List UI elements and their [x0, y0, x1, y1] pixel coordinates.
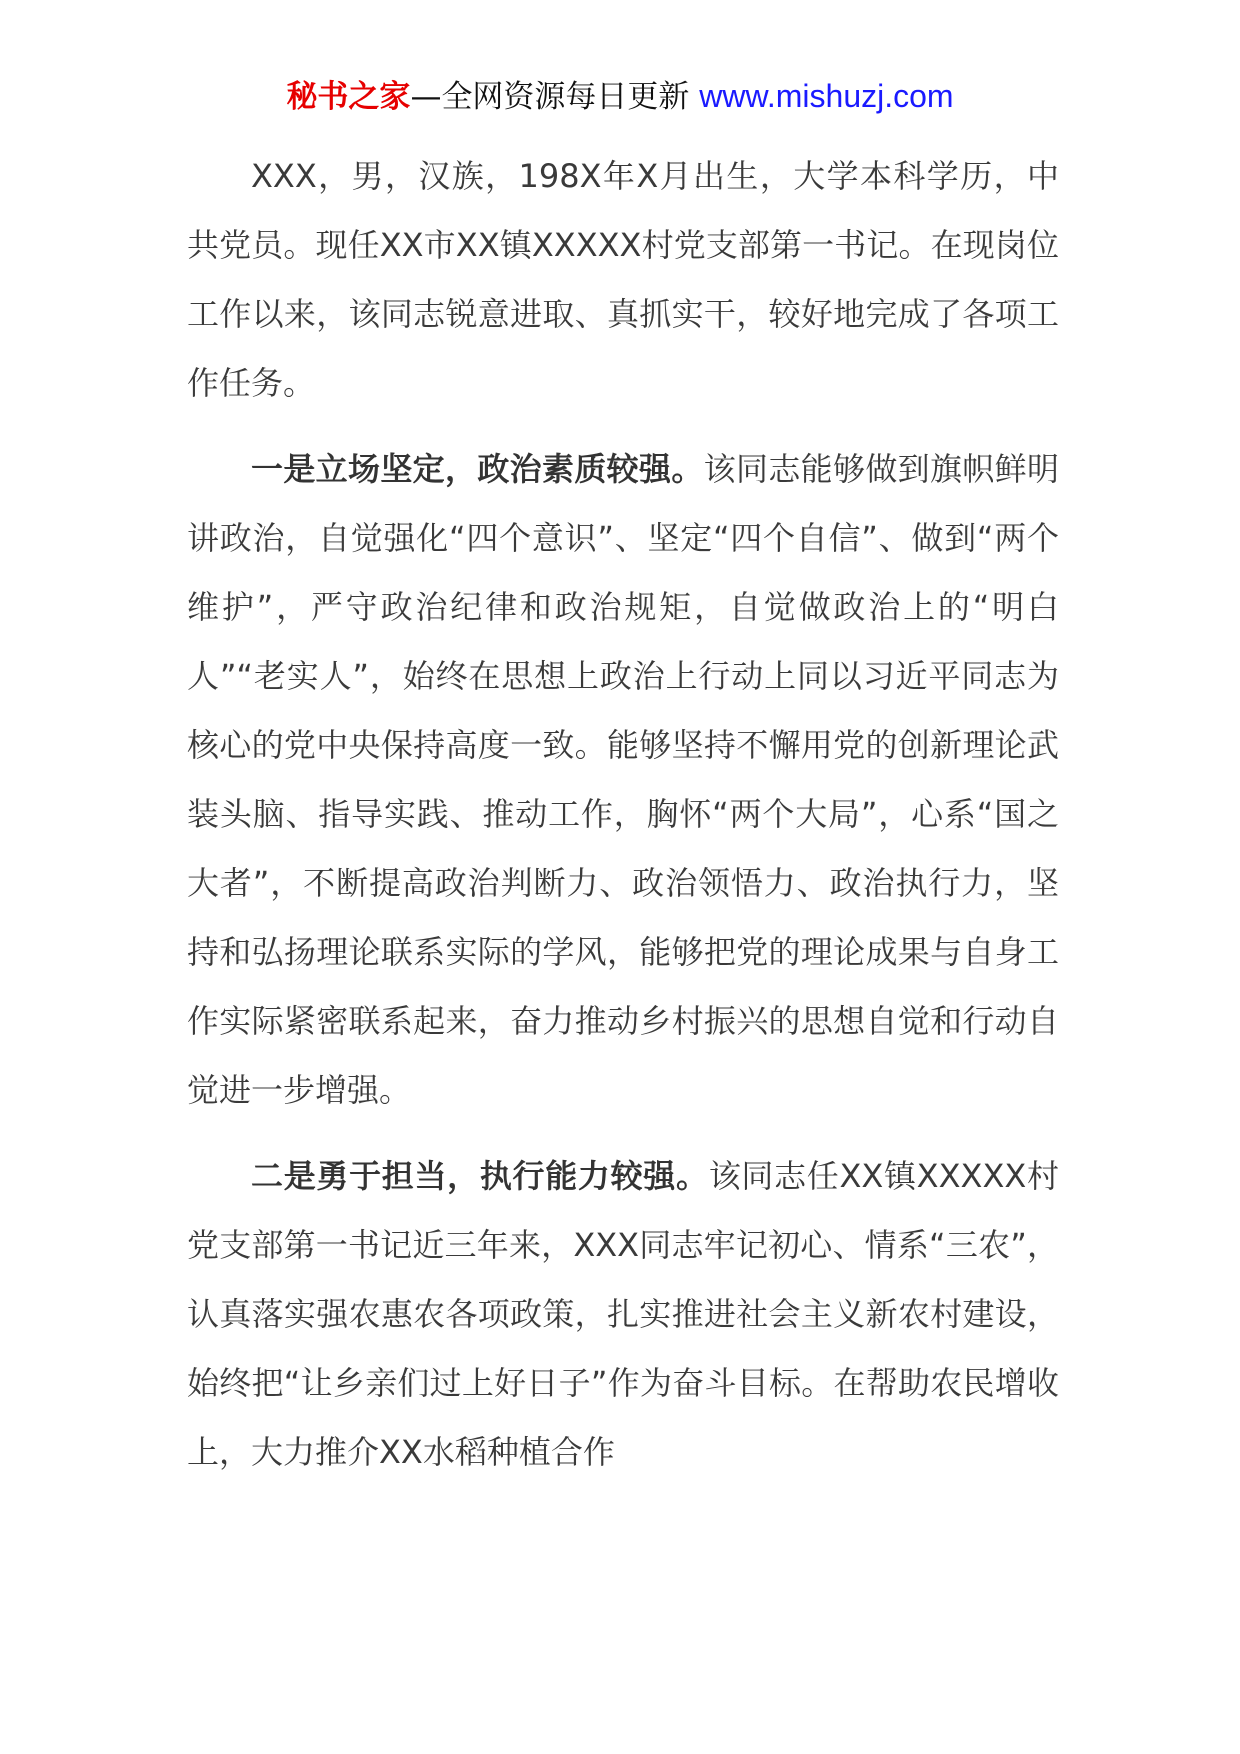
site-header [0, 74, 1240, 119]
site-slogan: —全网资源每日更新 [410, 79, 690, 115]
paragraph-text: 该同志能够做到旗帜鲜明讲政治，自觉强化“四个意识”、坚定“四个自信”、做到“两个维护”，严守政治纪律和政治规矩，自觉做政治上的“明白人”“老实人”，始终在思想上政治上行动上同以习近平同志为核心的党中央保持高度一致。能够坚持不懈用党的创新理论武装头脑、指导实践、推动工作，胸怀“两个大局”，心系“国之大者”，不断提高政治判断力、政治领悟力、政治执行力，坚持和弘扬理论联系实际的学风，能够把党的理论成果与自身工作实际紧密联系起来，奋力推动乡村振兴的思想自觉和行动自觉进一步增强。 [187, 450, 1059, 1109]
paragraph-political-quality [187, 435, 1059, 1125]
paragraph-text: 该同志任XX镇XXXXX村党支部第一书记近三年来，XXX同志牢记初心、情系“三农”，认真落实强农惠农各项政策，扎实推进社会主义新农村建设，始终把“让乡亲们过上好日子”作为奋斗目标。在帮助农民增收上，大力推介XX水稻种植合作 [187, 1157, 1059, 1471]
paragraph-execution-ability [187, 1142, 1059, 1487]
site-brand: 秘书之家 [286, 79, 411, 115]
document-body [187, 142, 1059, 1504]
paragraph-lead-heading: 一是立场坚定，政治素质较强。 [251, 450, 704, 488]
paragraph-text: XXX，男，汉族，198X年X月出生，大学本科学历，中共党员。现任XX市XX镇XXXXX村党支部第一书记。在现岗位工作以来，该同志锐意进取、真抓实干，较好地完成了各项工作任务。 [187, 157, 1059, 402]
paragraph-lead-heading: 二是勇于担当，执行能力较强。 [251, 1157, 709, 1195]
site-url-link[interactable]: www.mishuzj.com [699, 78, 954, 114]
paragraph-intro [187, 142, 1059, 418]
